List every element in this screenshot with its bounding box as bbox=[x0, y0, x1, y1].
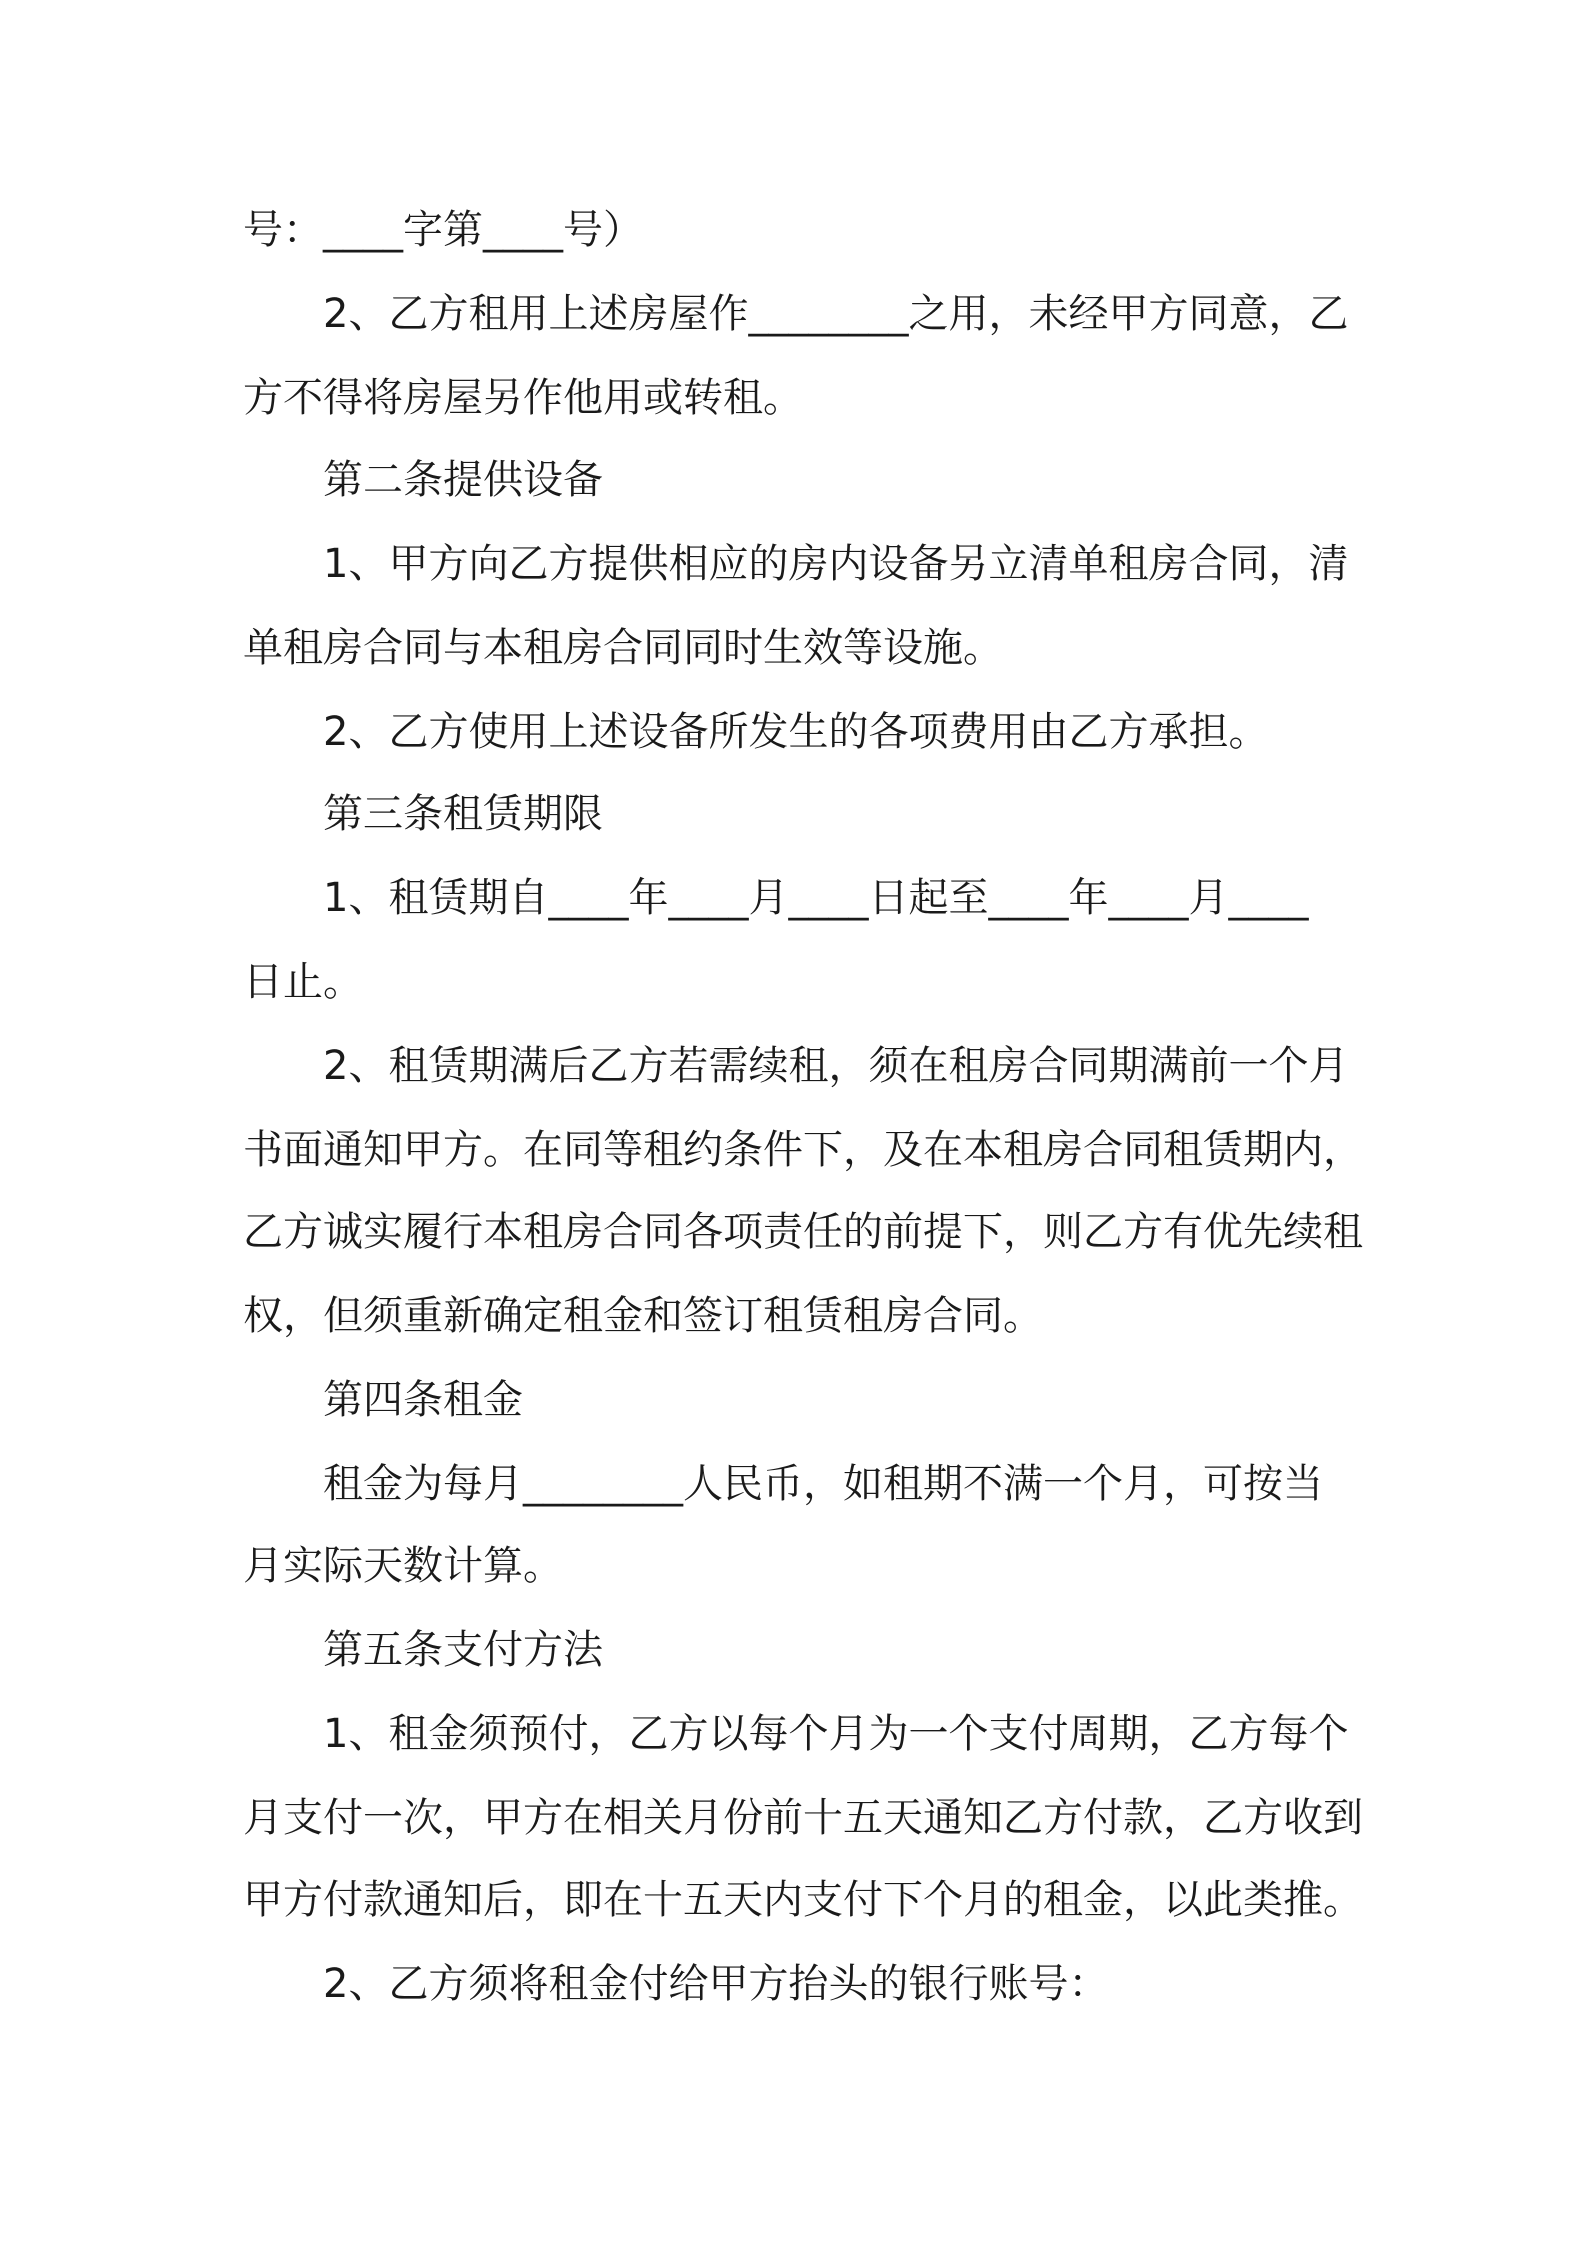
text-line: 书面通知甲方。在同等租约条件下，及在本租房合同租赁期内， bbox=[243, 1127, 1363, 1173]
section-heading: 第五条支付方法 bbox=[323, 1627, 603, 1673]
text-line: 2、乙方租用上述房屋作________之用，未经甲方同意，乙 bbox=[323, 291, 1349, 337]
text-line: 方不得将房屋另作他用或转租。 bbox=[243, 375, 803, 421]
text-line: 乙方诚实履行本租房合同各项责任的前提下，则乙方有优先续租 bbox=[243, 1209, 1363, 1255]
text-line: 月实际天数计算。 bbox=[243, 1543, 563, 1589]
text-line: 单租房合同与本租房合同同时生效等设施。 bbox=[243, 625, 1003, 671]
text-line: 甲方付款通知后，即在十五天内支付下个月的租金，以此类推。 bbox=[243, 1877, 1363, 1923]
text-line: 1、甲方向乙方提供相应的房内设备另立清单租房合同，清 bbox=[323, 541, 1349, 587]
section-heading: 第二条提供设备 bbox=[323, 457, 603, 503]
text-line: 日止。 bbox=[243, 959, 363, 1005]
section-heading: 第四条租金 bbox=[323, 1377, 523, 1423]
text-line: 权，但须重新确定租金和签订租赁租房合同。 bbox=[243, 1293, 1043, 1339]
text-line: 租金为每月________人民币，如租期不满一个月，可按当 bbox=[323, 1461, 1323, 1507]
section-heading: 第三条租赁期限 bbox=[323, 791, 603, 837]
text-line: 2、租赁期满后乙方若需续租，须在租房合同期满前一个月 bbox=[323, 1043, 1349, 1089]
text-line: 1、租赁期自____年____月____日起至____年____月____ bbox=[323, 875, 1309, 921]
text-line: 2、乙方须将租金付给甲方抬头的银行账号： bbox=[323, 1961, 1109, 2007]
text-line: 号：____字第____号） bbox=[243, 207, 643, 253]
text-line: 月支付一次，甲方在相关月份前十五天通知乙方付款，乙方收到 bbox=[243, 1795, 1363, 1841]
text-line: 2、乙方使用上述设备所发生的各项费用由乙方承担。 bbox=[323, 709, 1269, 755]
text-line: 1、租金须预付，乙方以每个月为一个支付周期，乙方每个 bbox=[323, 1711, 1349, 1757]
